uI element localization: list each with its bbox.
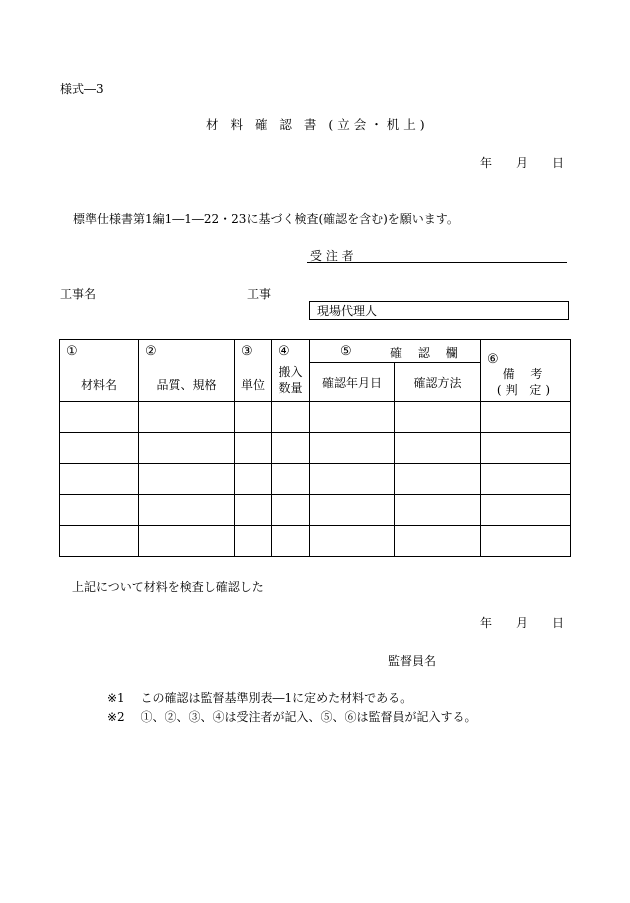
table-cell[interactable] [235,495,272,526]
table-row [60,433,571,464]
table-cell[interactable] [481,402,571,433]
table-cell[interactable] [310,464,395,495]
table-row [60,526,571,557]
col6-label: 備 考 (判 定) [496,367,555,397]
table-cell[interactable] [310,433,395,464]
contractor-label: 受 注 者 [310,249,354,263]
table-cell[interactable] [60,526,139,557]
table-cell[interactable] [272,464,310,495]
request-text: 標準仕様書第1編1―1―22・23に基づく検査(確認を含む)を願います。 [73,212,459,226]
table-cell[interactable] [395,464,481,495]
note-2 [107,711,477,723]
header-confirmation [310,340,481,363]
table-cell[interactable] [60,433,139,464]
inspector-label: 監督員名 [388,654,437,668]
table-cell[interactable] [481,464,571,495]
table-cell[interactable] [235,464,272,495]
header-quantity [272,340,310,402]
header-material-name [60,340,139,402]
col6-number: ⑥ [487,352,499,367]
col4-label: 搬入 数量 [278,365,303,395]
header-confirm-method: 確認方法 [395,363,481,402]
col1-label: 材料名 [80,378,117,392]
table-cell[interactable] [139,402,235,433]
date-top-day: 日 [552,156,565,170]
note-1 [107,692,412,704]
table-cell[interactable] [272,402,310,433]
table-cell[interactable] [235,526,272,557]
col3-number: ③ [241,344,253,359]
table-row [60,495,571,526]
table-row [60,464,571,495]
table-cell[interactable] [481,495,571,526]
note-2-text: ①、②、③、④は受注者が記入、⑤、⑥は監督員が記入する。 [140,710,477,724]
col5-number: ⑤ [340,344,352,359]
work-suffix: 工事 [247,287,272,301]
table-cell[interactable] [481,433,571,464]
table-cell[interactable] [235,433,272,464]
table-cell[interactable] [310,402,395,433]
table-cell[interactable] [272,526,310,557]
header-quality [139,340,235,402]
table-cell[interactable] [481,526,571,557]
site-agent-box[interactable] [309,301,569,320]
form-number: 様式―3 [60,82,104,96]
table-cell[interactable] [310,526,395,557]
table-cell[interactable] [395,526,481,557]
table-row [60,402,571,433]
col4-number: ④ [278,344,290,359]
table-cell[interactable] [139,495,235,526]
date-bottom-day: 日 [552,616,565,630]
table-cell[interactable] [139,526,235,557]
col2-number: ② [145,344,157,359]
col2-label: 品質、規格 [156,378,217,392]
table-cell[interactable] [60,495,139,526]
table-cell[interactable] [272,495,310,526]
document-title: 材 料 確 認 書 (立会・机上) [206,117,429,132]
table-cell[interactable] [395,402,481,433]
contractor-signature-line[interactable] [307,262,567,263]
table-cell[interactable] [60,464,139,495]
table-cell[interactable] [272,433,310,464]
date-top-month: 月 [516,156,529,170]
table-cell[interactable] [395,433,481,464]
note-1-text: この確認は監督基準別表―1に定めた材料である。 [140,691,413,705]
material-table [59,339,571,557]
confirm-text: 上記について材料を検査し確認した [72,580,264,594]
note-2-mark: ※2 [107,710,125,724]
work-name-label: 工事名 [60,287,97,301]
header-confirm-date: 確認年月日 [310,363,395,402]
table-cell[interactable] [235,402,272,433]
table-cell[interactable] [139,464,235,495]
note-1-mark: ※1 [107,691,125,705]
col1-number: ① [66,344,78,359]
date-bottom-year: 年 [480,616,493,630]
col3-label: 単位 [240,378,265,392]
site-agent-label: 現場代理人 [317,304,378,318]
header-unit [235,340,272,402]
table-cell[interactable] [310,495,395,526]
header-remarks [481,340,571,402]
date-top-year: 年 [480,156,493,170]
col5-label: 確 認 欄 [390,346,464,360]
table-cell[interactable] [395,495,481,526]
table-cell[interactable] [60,402,139,433]
table-cell[interactable] [139,433,235,464]
date-bottom-month: 月 [516,616,529,630]
